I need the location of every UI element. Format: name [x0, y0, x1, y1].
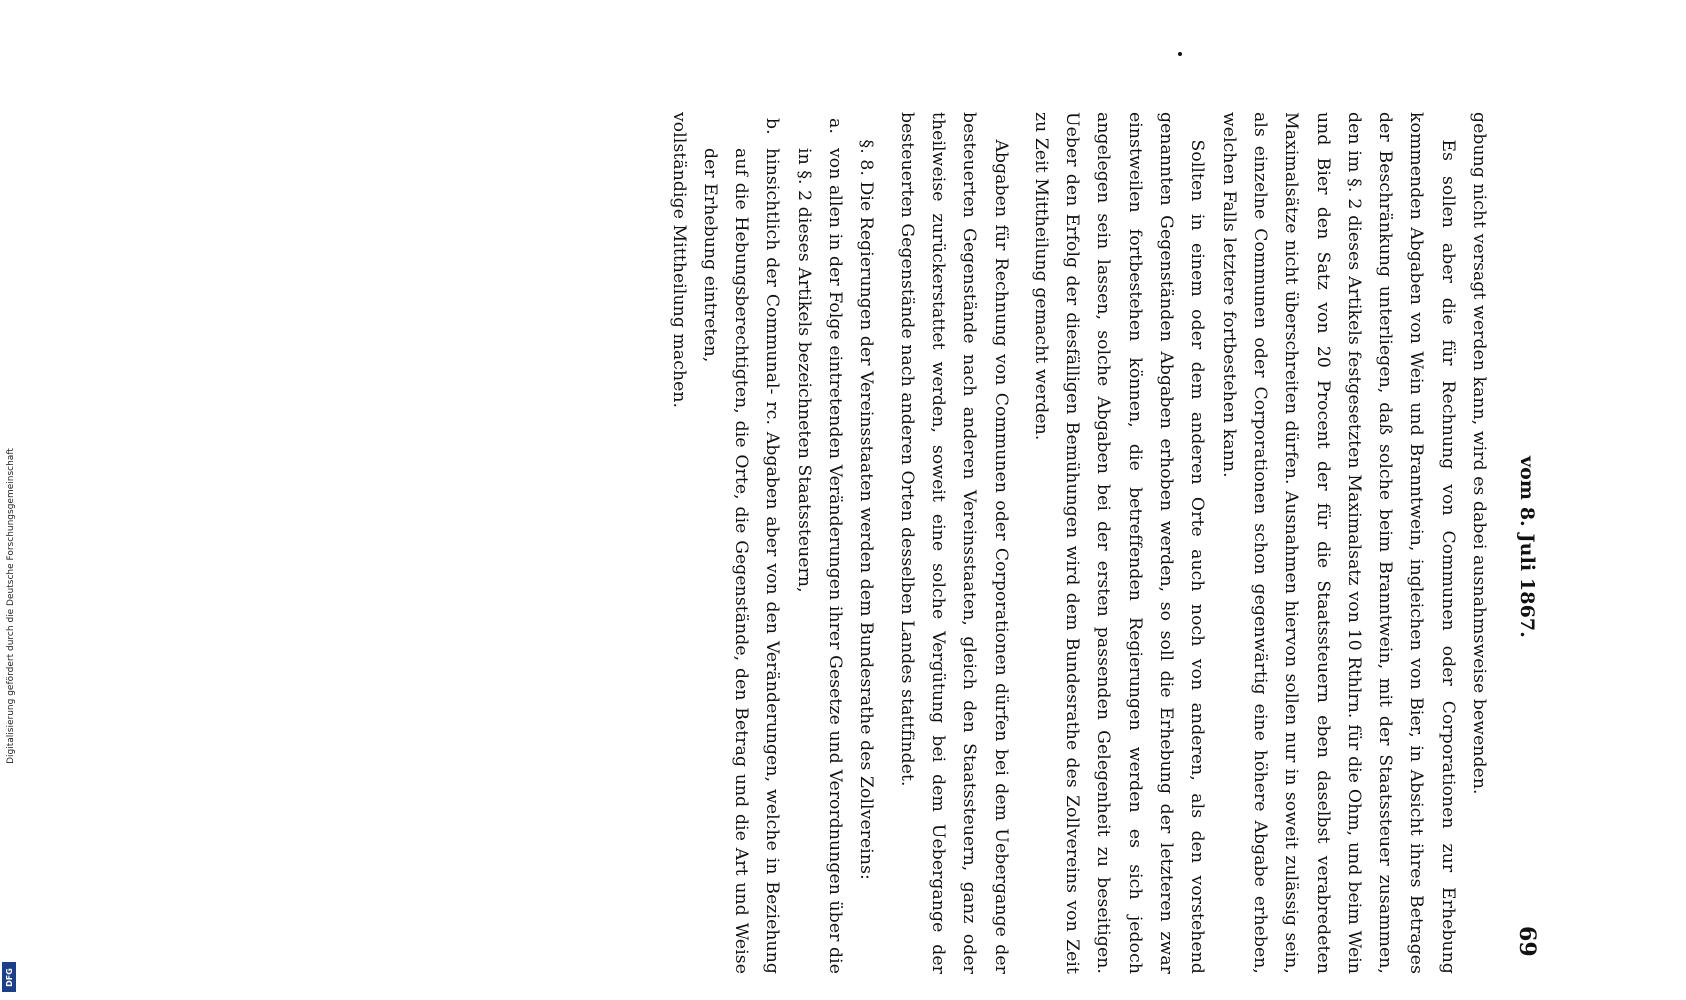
list-item-a-label: a. — [825, 118, 846, 134]
paragraph-refunds: Abgaben für Rechnung von Communen oder Corporationen dürfen bei dem Uebergange der besteuerten Gegenstände nach anderen Vereinsstaaten, gleich den Staatssteuern, ganz oder theilweise zurückerstattet werden, soweit eine solche Vergütung bei dem Uebergange der besteuerten Gegenstände nach anderen Orten desselben Landes stattfindet. — [896, 112, 1011, 974]
closing-line: vollständige Mittheilung machen. — [668, 112, 689, 409]
list-item-b — [694, 112, 788, 974]
section-8-heading: §. 8. Die Regierungen der Vereinsstaaten werden dem Bundesrathe des Zollvereins: — [856, 139, 877, 880]
list-item-a-text: von allen in der Folge eintretenden Veränderungen ihrer Gesetze und Verordnungen über die in §. 2 dieses Artikels bezeichneten Staatssteuern, — [793, 148, 846, 974]
dfg-logo — [2, 962, 16, 992]
dfg-logo-text: DFG — [4, 967, 14, 987]
page-body — [662, 112, 1494, 974]
paragraph-wine-beer-limits: Es sollen aber die für Rechnung von Communen oder Corporationen zur Erhebung kommenden Abgaben von Wein und Branntwein, ingleichen von Bier, in Absicht ihres Betrages der Beschränkung unterliegen, daß solche beim Branntwein, mit der Staatssteuer zusammen, den im §. 2 dieses Artikels festgesetzten Maximalsatz von 10 Rthlrn. für die Ohm, und beim Wein und Bier den Satz von 20 Procent der für die Staatssteuern eben daselbst verabredeten Maximalsätze nicht überschreiten dürfen. Ausnahmen hiervon sollen nur in soweit zulässig sein, als einzelne Communen oder Corporationen schon gegenwärtig eine höhere Abgabe erheben, welchen Falls letztere fortbestehen kann. — [1218, 112, 1458, 974]
list-item-b-text: hinsichtlich der Communal- rc. Abgaben aber von den Veränderungen, welche in Beziehung auf die Hebungsberechtigten, die Orte, die Gegenstände, den Betrag und die Art und Weise der Erhebung eintreten, — [699, 148, 783, 974]
scanned-page — [50, 36, 1550, 976]
side-credit-strip — [0, 0, 22, 1000]
running-head: vom 8. Juli 1867. — [1516, 456, 1538, 638]
paragraph-continuation: gebung nicht versagt werden kann, wird es dabei ausnahmsweise bewenden. — [1469, 112, 1489, 795]
list-item-b-label: b. — [762, 118, 783, 135]
paragraph-other-levies: Sollten in einem oder dem anderen Orte auch noch von anderen, als den vorstehend genannten Gegenständen Abgaben erhoben werden, so soll die Erhebung der letzteren zwar einstweilen fortbestehen können, die betreffenden Regierungen werden es sich jedoch angelegen sein lassen, solche Abgaben bei der ersten passenden Gelegenheit zu beseitigen. Ueber den Erfolg der diesfälligen Bemühungen wird dem Bundesrathe des Zollvereins von Zeit zu Zeit Mittheilung gemacht werden. — [1030, 112, 1208, 974]
page-number: 69 — [1514, 926, 1540, 957]
digitization-credit: Digitalisierung gefördert durch die Deutsche Forschungsgemeinschaft — [6, 448, 16, 764]
list-item-a — [787, 112, 850, 974]
